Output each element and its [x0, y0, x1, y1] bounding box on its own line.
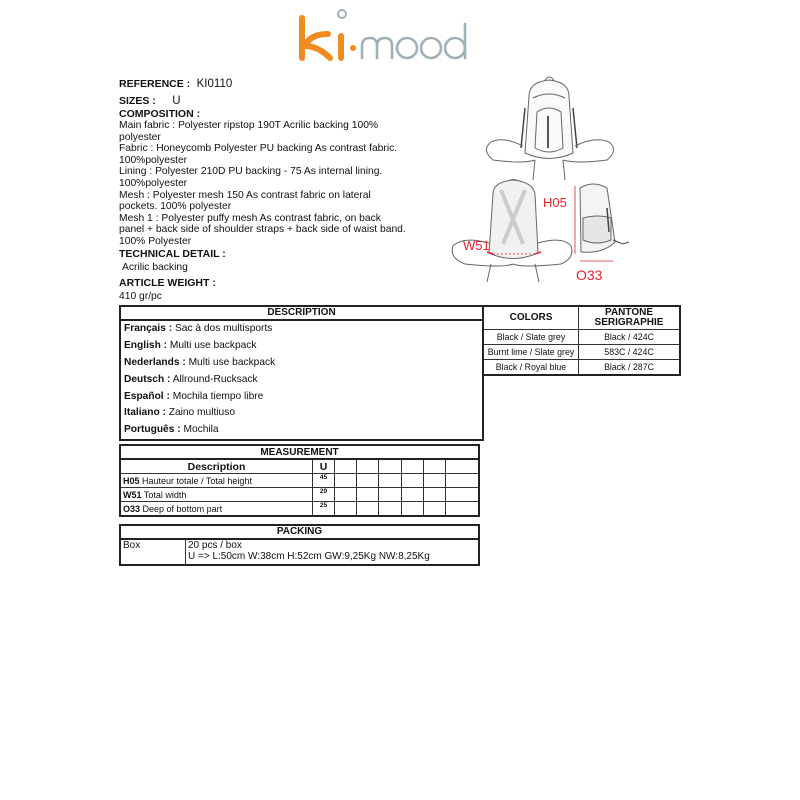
empty-cell — [379, 459, 401, 474]
language-label: Deutsch : — [124, 373, 171, 385]
composition-line: Main fabric : Polyester ripstop 190T Acrilic backing 100% — [119, 120, 379, 131]
technical-detail-label: TECHNICAL DETAIL : — [119, 248, 226, 260]
backpack-side-view — [580, 184, 629, 252]
measurement-label: Deep of bottom part — [142, 503, 223, 514]
measurement-description — [120, 488, 313, 502]
empty-cell — [423, 474, 445, 488]
measurement-code: W51 — [123, 489, 142, 500]
empty-cell — [379, 502, 401, 517]
empty-cell — [401, 474, 423, 488]
empty-cell — [423, 459, 445, 474]
empty-cell — [446, 474, 479, 488]
empty-cell — [357, 502, 379, 517]
language-label: Português : — [124, 424, 181, 436]
measurement-value: 25 — [313, 502, 335, 517]
size-u-column-header: U — [313, 459, 335, 474]
reference-value: KI0110 — [196, 78, 233, 90]
color-name: Black / Royal blue — [483, 360, 579, 376]
composition-text — [119, 120, 406, 248]
pantone-value: 583C / 424C — [579, 345, 681, 360]
sizes-label: SIZES : — [119, 95, 156, 107]
composition-line: 100%polyester — [119, 177, 188, 189]
sizes-value: U — [172, 95, 181, 107]
empty-cell — [335, 488, 357, 502]
language-label: Español : — [124, 390, 170, 402]
composition-line: polyester — [119, 131, 161, 143]
description-item — [121, 321, 482, 338]
technical-detail-value: Acrilic backing — [122, 262, 188, 273]
composition-line: 100%polyester — [119, 154, 188, 166]
description-item — [121, 405, 482, 422]
empty-cell — [379, 474, 401, 488]
colors-table — [482, 305, 681, 376]
measurement-value: 29 — [313, 488, 335, 502]
measurement-title: MEASUREMENT — [120, 445, 479, 459]
backpack-front-view — [486, 77, 613, 180]
reference-label: REFERENCE : — [119, 78, 191, 90]
depth-label: O33 — [576, 267, 603, 283]
empty-cell — [446, 502, 479, 517]
empty-cell — [357, 474, 379, 488]
pantone-value: Black / 424C — [579, 330, 681, 345]
language-label: English : — [124, 339, 168, 351]
description-text: Zaino multiuso — [168, 407, 235, 419]
empty-cell — [423, 488, 445, 502]
packing-details — [186, 539, 480, 565]
empty-cell — [423, 502, 445, 517]
description-table — [119, 305, 484, 441]
measurement-row — [120, 502, 479, 517]
measurement-code: H05 — [123, 475, 140, 486]
measurement-description — [120, 474, 313, 488]
description-item — [121, 389, 482, 406]
measurement-label: Total width — [143, 489, 187, 500]
empty-cell — [335, 459, 357, 474]
backpack-technical-drawing — [443, 68, 653, 288]
composition-line: pockets. 100% polyester — [119, 201, 232, 213]
language-label: Nederlands : — [124, 356, 186, 368]
pantone-header — [579, 306, 681, 330]
description-text: Multi use backpack — [169, 339, 257, 351]
composition-line: Fabric : Honeycomb Polyester PU backing As contrast fabric. — [119, 143, 398, 155]
measurement-row — [120, 488, 479, 502]
packing-line2: U => L:50cm W:38cm H:52cm GW:9,25Kg NW:8,25Kg — [188, 551, 430, 562]
measurement-label: Hauteur totale / Total height — [142, 475, 252, 486]
description-text: Multi use backpack — [188, 356, 276, 368]
color-name: Black / Slate grey — [483, 330, 579, 345]
empty-cell — [335, 474, 357, 488]
packing-title: PACKING — [120, 525, 479, 539]
empty-cell — [446, 488, 479, 502]
description-title: DESCRIPTION — [121, 307, 482, 321]
description-item — [121, 355, 482, 372]
description-text: Mochila tiempo libre — [172, 390, 264, 402]
measurement-row — [120, 474, 479, 488]
color-row — [483, 360, 680, 376]
packing-table — [119, 524, 480, 566]
color-row — [483, 330, 680, 345]
description-text: Allround-Rucksack — [172, 373, 258, 385]
description-item — [121, 338, 482, 355]
measurement-value: 45 — [313, 474, 335, 488]
description-column-header: Description — [120, 459, 313, 474]
composition-line: Mesh 1 : Polyester puffy mesh As contrast fabric, on back — [119, 212, 381, 224]
color-name: Burnt lime / Slate grey — [483, 345, 579, 360]
measurement-description — [120, 502, 313, 517]
empty-cell — [357, 488, 379, 502]
language-label: Italiano : — [124, 407, 166, 419]
measurement-table — [119, 444, 480, 517]
composition-line: panel + back side of shoulder straps + back side of waist band. — [119, 224, 406, 236]
article-weight-value: 410 gr/pc — [119, 291, 162, 302]
description-text: Sac à dos multisports — [174, 323, 273, 334]
empty-cell — [379, 488, 401, 502]
composition-line: Lining : Polyester 210D PU backing - 75 As internal lining. — [119, 166, 383, 178]
language-label: Français : — [124, 323, 173, 334]
packing-label: Box — [120, 539, 186, 565]
width-label: W51 — [463, 238, 490, 253]
description-text: Mochila — [183, 424, 219, 436]
pantone-header-line2: SERIGRAPHIE — [594, 317, 664, 328]
description-item — [121, 372, 482, 389]
composition-line: 100% Polyester — [119, 235, 192, 247]
composition-line: Mesh : Polyester mesh 150 As contrast fabric on lateral — [119, 189, 371, 201]
measurement-code: O33 — [123, 503, 141, 514]
empty-cell — [357, 459, 379, 474]
empty-cell — [446, 459, 479, 474]
kimood-logo — [296, 4, 486, 66]
empty-cell — [335, 502, 357, 517]
empty-cell — [401, 488, 423, 502]
description-item — [121, 422, 482, 439]
empty-cell — [401, 502, 423, 517]
color-row — [483, 345, 680, 360]
packing-line1: 20 pcs / box — [188, 540, 242, 551]
composition-label: COMPOSITION : — [119, 108, 201, 120]
pantone-value: Black / 287C — [579, 360, 681, 376]
empty-cell — [401, 459, 423, 474]
article-weight-label: ARTICLE WEIGHT : — [119, 277, 216, 289]
height-label: H05 — [543, 195, 567, 210]
colors-header: COLORS — [483, 306, 579, 330]
pantone-header-line1: PANTONE — [605, 307, 653, 318]
